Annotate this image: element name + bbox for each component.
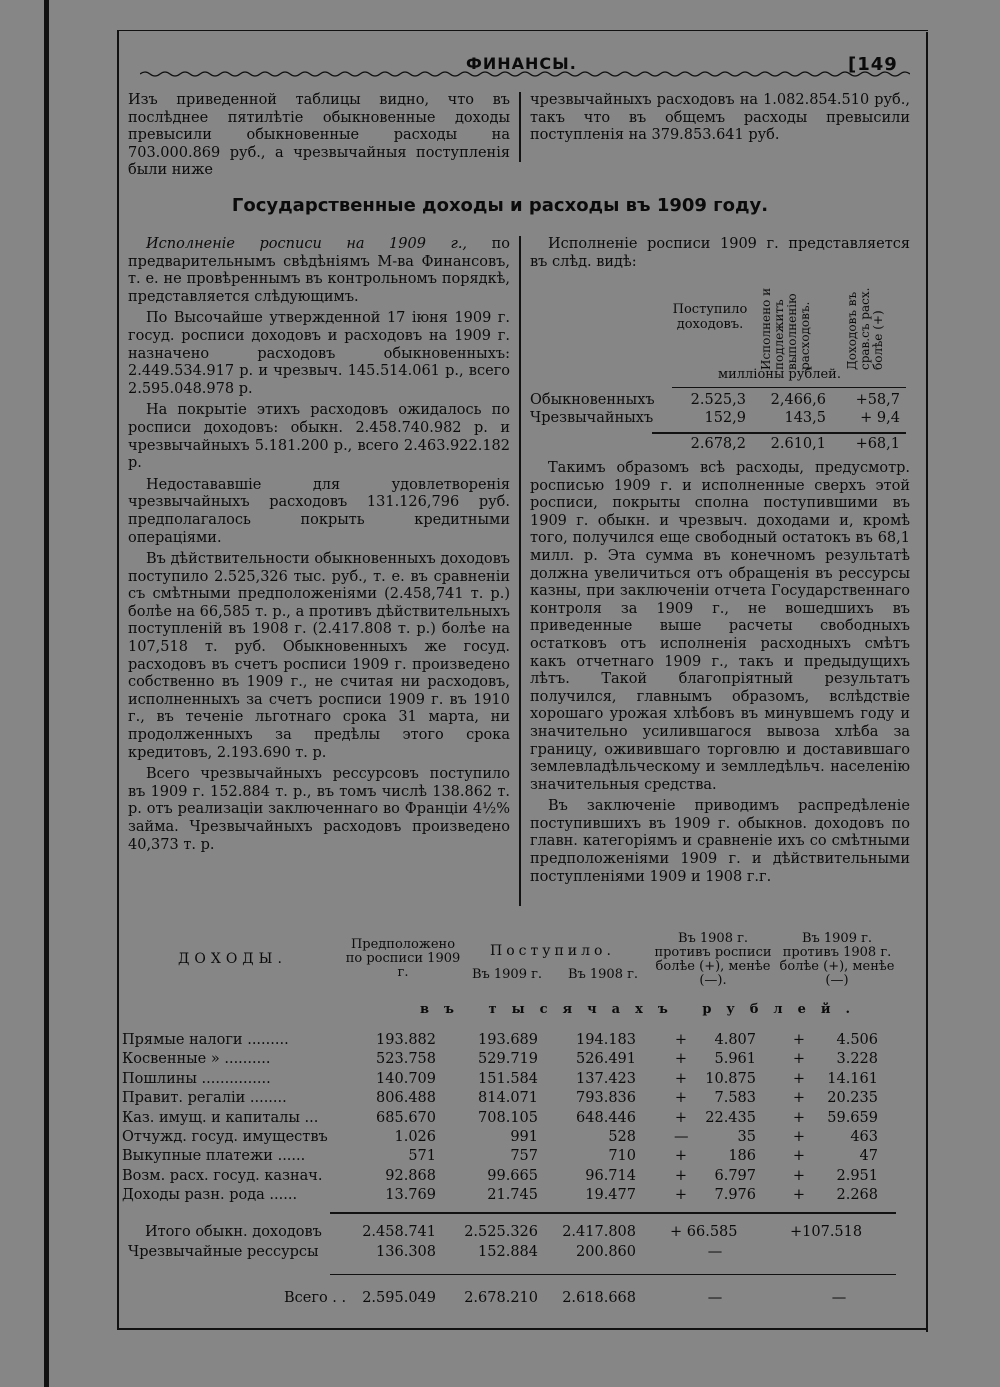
right-intro: Исполненіе росписи 1909 г. представляется въ слѣд. видѣ:: [530, 236, 910, 270]
column-divider: [519, 236, 521, 906]
table-total-rule: [330, 1212, 896, 1214]
row-received-1909: 814.071: [478, 1090, 538, 1107]
row-received-1908: 137.423: [576, 1070, 636, 1087]
row-sign-1: +: [674, 1109, 688, 1126]
row-planned: 92.868: [385, 1167, 436, 1184]
total-ordinary-1908: 2.417.808: [562, 1224, 636, 1240]
mini-cell: 152,9: [704, 410, 746, 426]
th-received-1909: Въ 1909 г.: [471, 967, 543, 982]
row-diff-plan: 7.976: [714, 1187, 756, 1204]
total-ordinary-d2: +107.518: [790, 1224, 863, 1240]
row-label: Каз. имущ. и капиталы ...: [122, 1109, 319, 1126]
mini-col3-header: Доходовъ въ срав.съ расх. болѣе (+): [845, 287, 885, 370]
row-diff-1908: 59.659: [827, 1109, 878, 1126]
row-planned: 571: [408, 1148, 436, 1165]
row-label: Пошлины ...............: [122, 1070, 271, 1087]
row-received-1908: 194.183: [576, 1032, 636, 1048]
grand-total-planned: 2.595.049: [362, 1290, 436, 1306]
frame-top: [117, 30, 928, 31]
page-number: [149: [848, 54, 898, 75]
row-sign-2: +: [792, 1109, 806, 1126]
th-vs-1908: Въ 1909 г. противъ 1908 г. болѣе (+), менѣе (—): [779, 931, 895, 988]
row-sign-1: +: [674, 1148, 688, 1165]
row-label: Отчужд. госуд. имуществъ: [122, 1129, 328, 1145]
mini-cell: + 9,4: [860, 410, 900, 426]
row-sign-2: +: [792, 1167, 806, 1184]
row-planned: 685.670: [376, 1109, 436, 1126]
section-title: Государственные доходы и расходы въ 1909 году.: [231, 195, 769, 216]
right-column-body: [530, 460, 910, 890]
row-diff-plan: 22.435: [705, 1109, 756, 1126]
row-sign-1: +: [674, 1167, 688, 1184]
row-diff-plan: 186: [728, 1148, 756, 1165]
row-sign-2: +: [792, 1070, 806, 1087]
row-planned: 140.709: [376, 1070, 436, 1087]
th-vs-plan: Въ 1908 г. противъ росписи болѣе (+), менѣе (—).: [654, 931, 772, 988]
row-diff-1908: 2.268: [836, 1187, 878, 1204]
mini-row-label: Чрезвычайныхъ: [530, 410, 654, 426]
mini-total-rule: [652, 432, 906, 434]
mini-total-cell: +68,1: [855, 436, 900, 452]
row-label: Косвенные » ..........: [122, 1051, 271, 1068]
row-received-1909: 991: [510, 1129, 538, 1145]
mini-cell: +58,7: [855, 392, 900, 408]
frame-left: [117, 30, 119, 1330]
th-planned: Предположено по росписи 1909 г.: [345, 937, 461, 980]
row-diff-plan: 35: [737, 1129, 756, 1145]
row-diff-1908: 3.228: [836, 1051, 878, 1068]
row-diff-1908: 20.235: [827, 1090, 878, 1107]
row-received-1909: 708.105: [478, 1109, 538, 1126]
total-ordinary-1909: 2.525.326: [464, 1224, 538, 1240]
row-received-1908: 793.836: [576, 1090, 636, 1107]
row-received-1908: 710: [608, 1148, 636, 1165]
right-paragraph-2: Въ заключеніе приводимъ распредѣленіе поступившихъ въ 1909 г. обыкнов. доходовъ по главн. категоріямъ и сравненіе ихъ со смѣтными предположеніями 1909 г. и дѣйствительными поступленіями 1909 и 1908 г.г.: [530, 798, 910, 885]
row-planned: 13.769: [385, 1187, 436, 1204]
row-diff-1908: 4.506: [836, 1032, 878, 1048]
row-sign-1: +: [674, 1187, 688, 1204]
paragraph-5: Въ дѣйствительности обыкновенныхъ доходовъ поступило 2.525,326 тыс. руб., т. е. въ сравненіи съ смѣтными предположеніями (2.458,741 т. р.) болѣе на 66,585 т. р., а противъ дѣйствительныхъ поступленій въ 1908 г. (2.417.808 т. р.) болѣе на 107,518 т. руб. Обыкновенныхъ же госуд. расходовъ въ счетъ росписи 1909 г. произведено собственно въ 1909 г., не считая ни расходовъ, исполненныхъ за счетъ росписи 1909 г. въ 1910 г., въ теченіе льготнаго срока 31 марта, ни продолженныхъ за предѣлы этого срока кредитовъ, 2.193.690 т. р.: [128, 551, 511, 761]
p1-rest: по предварительнымъ свѣдѣніямъ М-ва Финансовъ, т. е. не провѣреннымъ въ контрольномъ порядкѣ, представляется слѣдующимъ.: [128, 236, 510, 305]
row-sign-2: +: [792, 1051, 806, 1068]
th-label: ДОХОДЫ.: [178, 951, 287, 967]
row-received-1908: 96.714: [585, 1167, 636, 1184]
right-paragraph-1: Такимъ образомъ всѣ расходы, предусмотр. росписью 1909 г. и исполненные сверхъ этой росписи, покрыты сполна поступившими въ 1909 г. обыкн. и чрезвыч. доходами и, кромѣ того, получился еще свободный остатокъ въ 68,1 милл. р. Эта сумма въ конечномъ результатѣ должна увеличиться отъ обращенія въ рессурсы казны, при заключеніи отчета Государственнаго контроля за 1909 г., не вошедшихъ въ приведенные выше расчеты свободныхъ остатковъ отъ исполненія расходныхъ смѣтъ какъ отчетнаго 1909 г., такъ и предыдущихъ лѣтъ. Такой благопріятный результатъ получился, главнымъ образомъ, вслѣдствіе хорошаго урожая хлѣбовъ въ минувшемъ году и значительно усилившагося вывоза хлѣба за границу, оживившаго торговлю и доставившаго землевладѣльческому и землледѣльч. населенію значительныя средства.: [530, 460, 910, 793]
row-label: Выкупные платежи ......: [122, 1148, 306, 1165]
row-received-1908: 526.491: [576, 1051, 636, 1068]
total-ordinary-planned: 2.458.741: [362, 1224, 436, 1240]
row-sign-2: +: [792, 1090, 806, 1107]
total-ordinary-d1: + 66.585: [670, 1224, 738, 1240]
row-planned: 806.488: [376, 1090, 436, 1107]
grand-total-d2: —: [831, 1290, 847, 1306]
grand-total-1909: 2.678.210: [464, 1290, 538, 1306]
running-header: ФИНАНСЫ.: [466, 54, 577, 73]
row-sign-1: —: [674, 1129, 689, 1145]
extraordinary-planned: 136.308: [376, 1244, 436, 1260]
paragraph-2: По Высочайше утвержденной 17 іюня 1909 г. госуд. росписи доходовъ и расходовъ на 1909 г. назначено расходовъ обыкновенныхъ: 2.449.534.917 р. и чрезвыч. 145.514.061 р., всего 2.595.048.978 р.: [128, 310, 510, 397]
p1-italic-lead: Исполненіе росписи на 1909 г.,: [146, 236, 468, 252]
row-label: Возм. расх. госуд. казнач.: [122, 1167, 323, 1184]
row-received-1909: 99.665: [487, 1167, 538, 1184]
row-diff-plan: 5.961: [714, 1051, 756, 1068]
column-divider-top: [519, 92, 521, 162]
mini-row-label: Обыкновенныхъ: [530, 392, 655, 408]
unit-line: въ тысячахъ рублей.: [420, 1002, 866, 1017]
extraordinary-1909: 152.884: [478, 1244, 538, 1260]
th-received-1908: Въ 1908 г.: [567, 967, 639, 982]
row-received-1908: 528: [608, 1129, 636, 1145]
mini-rule: [672, 387, 906, 388]
row-received-1908: 19.477: [585, 1187, 636, 1204]
row-label: Правит. регаліи ........: [122, 1090, 287, 1107]
row-diff-plan: 7.583: [714, 1090, 756, 1107]
mini-col2-header: Исполнено и подлежитъ выполненію расходовъ.: [759, 287, 812, 370]
extraordinary-label: Чрезвычайные рессурсы: [128, 1244, 319, 1260]
row-sign-1: +: [674, 1032, 688, 1048]
row-received-1909: 21.745: [487, 1187, 538, 1204]
row-received-1909: 529.719: [478, 1051, 538, 1068]
row-received-1909: 151.584: [478, 1070, 538, 1087]
row-label: Доходы разн. рода ......: [122, 1187, 298, 1204]
extraordinary-d1: —: [707, 1244, 723, 1260]
paragraph-4: Недостававшіе для удовлетворенія чрезвычайныхъ расходовъ 131.126,796 руб. предполагалось покрыть кредитными операціями.: [128, 476, 510, 546]
row-received-1909: 193.689: [478, 1032, 538, 1048]
extraordinary-1908: 200.860: [576, 1244, 636, 1260]
row-diff-plan: 6.797: [714, 1167, 756, 1184]
mini-total-cell: 2.610,1: [770, 436, 826, 452]
row-received-1908: 648.446: [576, 1109, 636, 1126]
grand-total-1908: 2.618.668: [562, 1290, 636, 1306]
row-diff-plan: 4.807: [714, 1032, 756, 1048]
row-diff-1908: 47: [859, 1148, 878, 1165]
row-planned: 1.026: [394, 1129, 436, 1145]
row-diff-plan: 10.875: [705, 1070, 756, 1087]
mini-cell: 2,466,6: [770, 392, 826, 408]
mini-col1-header: Поступило доходовъ.: [672, 302, 748, 332]
paragraph-6: Всего чрезвычайныхъ рессурсовъ поступило въ 1909 г. 152.884 т. р., въ томъ числѣ 138.862 т. р. отъ реализаціи заключеннаго во Франціи 4½% займа. Чрезвычайныхъ расходовъ произведено 40,373 т. р.: [128, 766, 510, 853]
mini-total-cell: 2.678,2: [690, 436, 746, 452]
row-diff-1908: 463: [850, 1129, 878, 1145]
frame-bottom: [117, 1328, 928, 1330]
left-column: [128, 236, 510, 858]
row-planned: 523.758: [376, 1051, 436, 1068]
wavy-rule: [140, 70, 910, 78]
row-sign-1: +: [674, 1070, 688, 1087]
grand-total-rule: [330, 1274, 896, 1275]
row-diff-1908: 2.951: [836, 1167, 878, 1184]
row-sign-2: +: [792, 1187, 806, 1204]
row-received-1909: 757: [510, 1148, 538, 1165]
intro-left-text: Изъ приведенной таблицы видно, что въ послѣднее пятилѣтіе обыкновенные доходы превысили обыкновенные расходы на 703.000.869 руб., а чрезвычайныя поступленія были ниже: [128, 92, 510, 179]
row-sign-2: +: [792, 1032, 806, 1048]
row-label: Прямые налоги .........: [122, 1032, 289, 1048]
intro-right-text: чрезвычайныхъ расходовъ на 1.082.854.510 руб., такъ что въ общемъ расходы превысили поступленія на 379.853.641 руб.: [530, 92, 910, 144]
mini-cell: 143,5: [784, 410, 826, 426]
mini-unit: милліоны рублей.: [718, 367, 841, 382]
grand-total-d1: —: [707, 1290, 723, 1306]
paragraph-3: На покрытіе этихъ расходовъ ожидалось по росписи доходовъ: обыкн. 2.458.740.982 р. и чрезвычайныхъ 5.181.200 р., всего 2.463.922.182 р.: [128, 402, 510, 472]
grand-total-label: Всего . .: [284, 1290, 347, 1306]
row-diff-1908: 14.161: [827, 1070, 878, 1087]
row-sign-2: +: [792, 1129, 806, 1145]
th-received-group: Поступило.: [490, 943, 615, 959]
mini-cell: 2.525,3: [690, 392, 746, 408]
row-sign-2: +: [792, 1148, 806, 1165]
row-sign-1: +: [674, 1090, 688, 1107]
row-planned: 193.882: [376, 1032, 436, 1048]
frame-right: [926, 32, 928, 1332]
total-ordinary-label: Итого обыкн. доходовъ: [145, 1224, 322, 1240]
row-sign-1: +: [674, 1051, 688, 1068]
